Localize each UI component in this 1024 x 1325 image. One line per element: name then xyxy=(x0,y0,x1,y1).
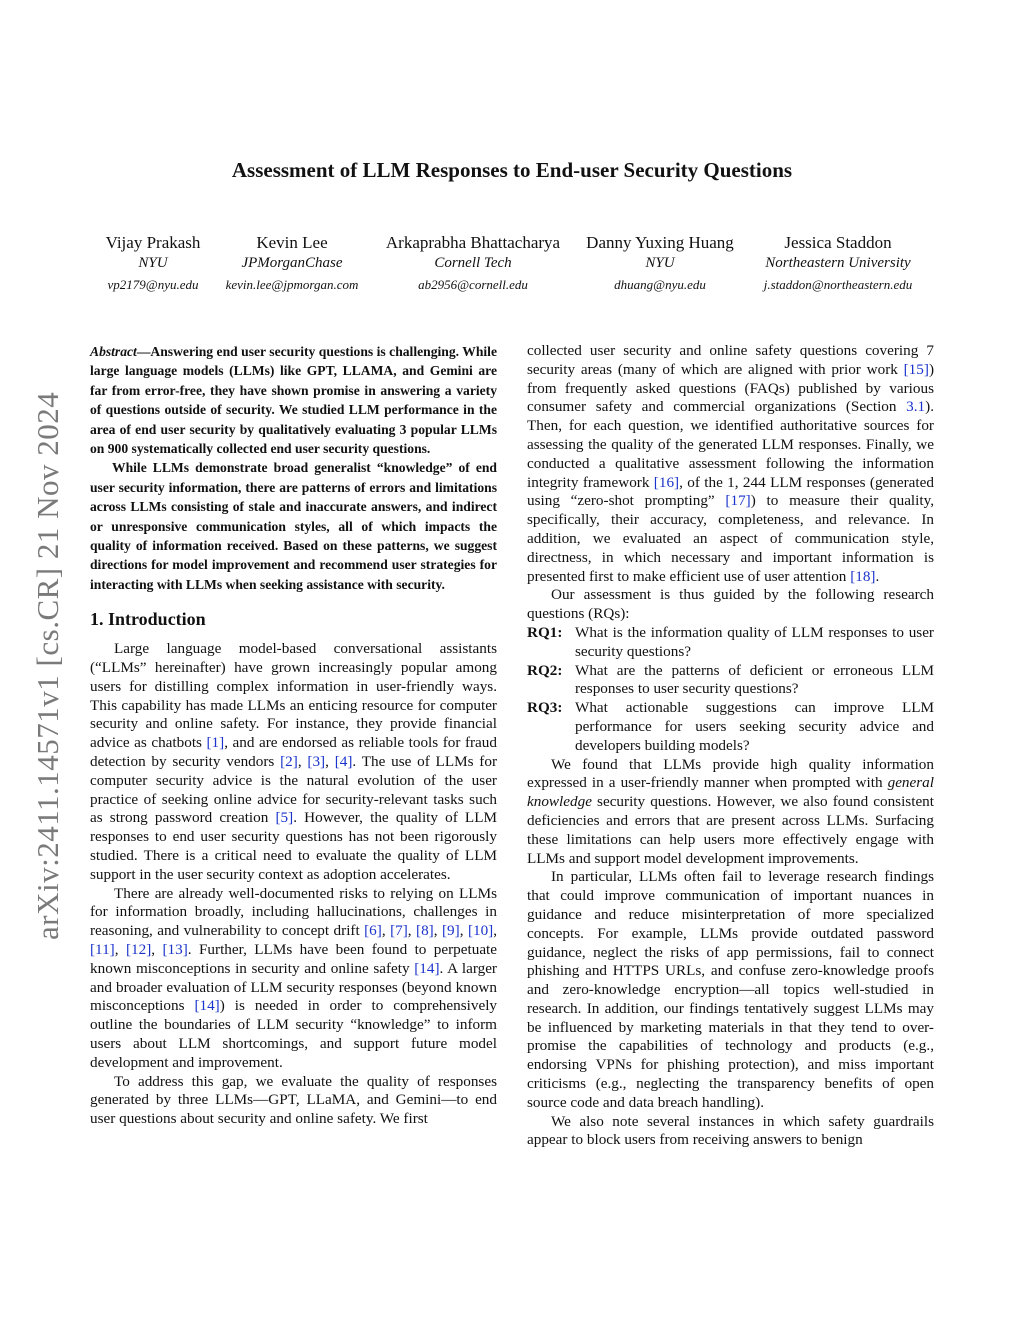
right-paragraph-4: In particular, LLMs often fail to leverage research findings that could improve communication of important nuances in guidance and reduce misinterpretation of more specialized concepts. For example, LLMs provide outdated password guidance, neglect the risks of app permissions, fail to connect phishing and HTTPS URLs, and confuse zero-knowledge proofs and zero-knowledge encryption—all topics well-studied in research. In addition, our findings tentatively suggest LLMs may be influenced by marketing materials in that they tend to over-promise the capabilities of technology and products (e.g., endorsing VPNs for phishing protection), and miss important criticisms (e.g., neglecting the transparency benefits of open source code and data breach handling). xyxy=(527,868,934,1111)
citation-link[interactable]: [17] xyxy=(725,492,751,510)
arxiv-stamp: arXiv:2411.14571v1 [cs.CR] 21 Nov 2024 xyxy=(30,391,65,940)
section-link[interactable]: 3.1 xyxy=(906,398,926,416)
abstract-paragraph-1 xyxy=(90,342,497,458)
rq-label: RQ2: xyxy=(527,661,563,679)
author-name: Danny Yuxing Huang xyxy=(586,233,734,252)
author-email: j.staddon@northeastern.edu xyxy=(763,277,913,292)
research-question-3 xyxy=(527,699,934,755)
research-question-2 xyxy=(527,662,934,700)
rq-text: What actionable suggestions can improve LLM performance for users seeking security advice and developers building models? xyxy=(575,699,934,754)
intro-paragraph-2: There are already well-documented risks to relying on LLMs for information broadly, including hallucinations, challenges in reasoning, and vulnerability to concept drift [6], [7], [8], [9], [10], [11], [12], [13]. Further, LLMs have been found to perpetuate known misconceptions in security and online safety [14]. A larger and broader evaluation of LLM security responses (beyond known misconceptions [14]) is needed in order to comprehensively outline the boundaries of LLM security “knowledge” to inform users about LLM shortcomings, and support future model development and improvement. xyxy=(90,884,498,1071)
citation-link[interactable]: [6] xyxy=(364,922,382,940)
citation-link[interactable]: [18] xyxy=(850,567,876,585)
right-paragraph-2: Our assessment is thus guided by the following research questions (RQs): xyxy=(527,586,934,623)
rq-text: What are the patterns of deficient or erroneous LLM responses to user security questions? xyxy=(575,661,934,698)
author-1 xyxy=(92,232,214,295)
citation-link[interactable]: [5] xyxy=(275,809,294,827)
citation-link[interactable]: [15] xyxy=(903,360,929,378)
author-email: kevin.lee@jpmorgan.com xyxy=(225,277,359,292)
author-3 xyxy=(374,232,572,295)
author-name: Jessica Staddon xyxy=(784,233,892,252)
author-4 xyxy=(574,232,746,295)
left-column xyxy=(90,342,497,1129)
citation-link[interactable]: [7] xyxy=(390,922,408,940)
author-name: Arkaprabha Bhattacharya xyxy=(385,233,561,252)
abstract-text-1: —Answering end user security questions is challenging. While large language models (LLMs) like GPT, LLAMA, and Gemini are far from error-free, they have shown promise in answering a variety of questions outside of security. We studied LLM performance in the area of end user security by qualitatively evaluating 3 popular LLMs on 900 systematically collected end user security questions. xyxy=(90,344,497,457)
rq-text: What is the information quality of LLM responses to user security questions? xyxy=(575,623,934,660)
citation-link[interactable]: [16] xyxy=(653,473,680,491)
citation-link[interactable]: [3] xyxy=(307,753,326,771)
right-paragraph-3: We found that LLMs provide high quality information expressed in a user-friendly manner when prompted with general knowledge security questions. However, we also found consistent deficiencies and errors that are present across LLMs. Surfacing these limitations can help users more effectively engage with LLMs and support model development improvements. xyxy=(527,755,934,867)
abstract xyxy=(90,342,497,594)
author-email: dhuang@nyu.edu xyxy=(614,277,706,292)
right-paragraph-5: We also note several instances in which safety guardrails appear to block users from receiving answers to benign xyxy=(527,1112,934,1149)
right-paragraph-1: collected user security and online safety questions covering 7 security areas (many of which are aligned with prior work [15]) from frequently asked questions (FAQs) published by various consumer safety and commercial organizations (Section 3.1). Then, for each question, we identified authoritative sources for assessing the quality of the generated LLM responses. Finally, we conducted a qualitative assessment following the information integrity framework [16], of the 1, 244 LLM responses (generated using “zero-shot prompting” [17]) to measure their quality, specifically, their accuracy, completeness, and relevance. In addition, we evaluated an aspect of communication style, directness, in which necessary and important information is presented first to make efficient use of user attention [18]. xyxy=(527,342,934,585)
rq-label: RQ3: xyxy=(527,699,563,717)
abstract-paragraph-2: While LLMs demonstrate broad generalist “knowledge” of end user security information, there are patterns of errors and limitations across LLMs consisting of stale and inaccurate answers, and indirect or unresponsive communication styles, all of which impacts the quality of information received. Based on these patterns, we suggest directions for model improvement and recommend user strategies for interacting with LLMs when seeking assistance with security. xyxy=(90,460,497,592)
author-affiliation: Northeastern University xyxy=(765,255,911,271)
author-affiliation: JPMorganChase xyxy=(241,255,343,271)
citation-link[interactable]: [8] xyxy=(416,922,434,940)
author-affiliation: Cornell Tech xyxy=(434,255,512,271)
citation-link[interactable]: [4] xyxy=(334,753,353,771)
abstract-label: Abstract xyxy=(90,344,137,359)
author-email: vp2179@nyu.edu xyxy=(107,277,199,292)
citation-link[interactable]: [14] xyxy=(194,997,220,1015)
rq-label: RQ1: xyxy=(527,623,563,641)
citation-link[interactable]: [11] xyxy=(90,941,115,959)
citation-link[interactable]: [9] xyxy=(441,922,460,940)
citation-link[interactable]: [1] xyxy=(206,734,225,752)
author-affiliation: NYU xyxy=(645,255,675,271)
author-2 xyxy=(212,232,372,295)
research-question-1 xyxy=(527,624,934,662)
paper-title: Assessment of LLM Responses to End-user Security Questions xyxy=(231,158,793,182)
citation-link[interactable]: [2] xyxy=(280,753,298,771)
author-name: Kevin Lee xyxy=(256,233,328,252)
right-column xyxy=(527,342,934,1150)
author-affiliation: NYU xyxy=(138,255,168,271)
citation-link[interactable]: [12] xyxy=(125,941,152,959)
citation-link[interactable]: [10] xyxy=(467,922,494,940)
author-email: ab2956@cornell.edu xyxy=(418,277,528,292)
citation-link[interactable]: [13] xyxy=(162,941,188,959)
citation-link[interactable]: [14] xyxy=(414,959,440,977)
section-heading-introduction: 1. Introduction xyxy=(90,609,206,630)
intro-paragraph-3: To address this gap, we evaluate the quality of responses generated by three LLMs—GPT, LLaMA, and Gemini—to end user questions about security and online safety. We first xyxy=(90,1072,497,1128)
author-5 xyxy=(748,232,928,295)
author-name: Vijay Prakash xyxy=(105,233,201,252)
intro-paragraph-1: Large language model-based conversational assistants (“LLMs” hereinafter) have grown increasingly popular among users for distilling complex information in user-friendly ways. This capability has made LLMs an enticing resource for computer security and online safety. For instance, they provide financial advice as chatbots [1], and are endorsed as reliable tools for fraud detection by security vendors [2], [3], [4]. The use of LLMs for computer security advice is the natural evolution of the user practice of seeking online advice for security-relevant tasks such as strong password creation [5]. However, the quality of LLM responses to end user security questions has not been rigorously studied. There is a critical need to evaluate the quality of LLM support in the user security context as adoption accelerates. xyxy=(90,640,498,883)
